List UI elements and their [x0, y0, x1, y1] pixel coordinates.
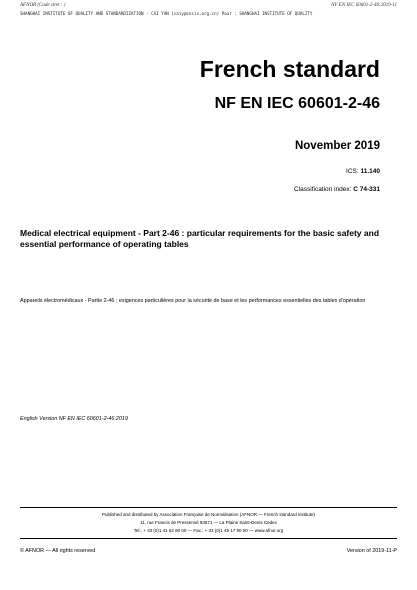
publisher-line-2: 11, rue Francis de Pressensé 93571 — La Plaine Saint-Denis Cedex	[140, 520, 277, 525]
publisher-bottom-divider	[20, 538, 397, 539]
header-right-text: NF EN IEC 60601-2-46:2019-11	[331, 3, 397, 8]
copyright-text: © AFNOR — All rights reserved	[20, 548, 96, 554]
publisher-top-divider	[20, 507, 397, 508]
document-heading: French standard	[199, 56, 380, 82]
standard-number: NF EN IEC 60601-2-46	[214, 95, 380, 112]
ics-value: 11.140	[360, 168, 380, 175]
publication-date: November 2019	[294, 140, 380, 152]
publisher-line-3: Tel.: + 33 (0)1 41 62 80 00 — Fax.: + 33 (0)1 49 17 90 00 — www.afnor.org	[133, 528, 284, 533]
french-title: Appareils électromédicaux - Partie 2-46 : exigences particulières pour la sécurité de base et les performances essentielles des tables d'opération	[20, 298, 366, 304]
header-left-text: AFNOR (Code siret : )	[20, 3, 66, 8]
classification-label: Classification index:	[294, 186, 354, 193]
ics-line	[346, 168, 380, 175]
english-version-note: English Version NF EN IEC 60601-2-46:2019	[20, 416, 128, 422]
publisher-line-1: Published and distributed by Association Française de Normalisation (AFNOR — French standard institute)	[101, 512, 316, 517]
english-title: Medical electrical equipment - Part 2-46 : particular requirements for the basic safety and essential performance of operating tables	[20, 228, 380, 249]
classification-value: C 74-331	[353, 186, 380, 193]
ics-label: ICS:	[346, 168, 361, 175]
license-subline: SHANGHAI INSTITUTE OF QUALITY AND STANDARDIZATION - CAI YAN (caiy@cnsis.org.cn) Pour : SHANGHAI INSTITUTE OF QUALITY	[20, 11, 313, 16]
classification-line	[294, 186, 380, 193]
version-text: Version of 2019-11-P	[346, 548, 397, 554]
